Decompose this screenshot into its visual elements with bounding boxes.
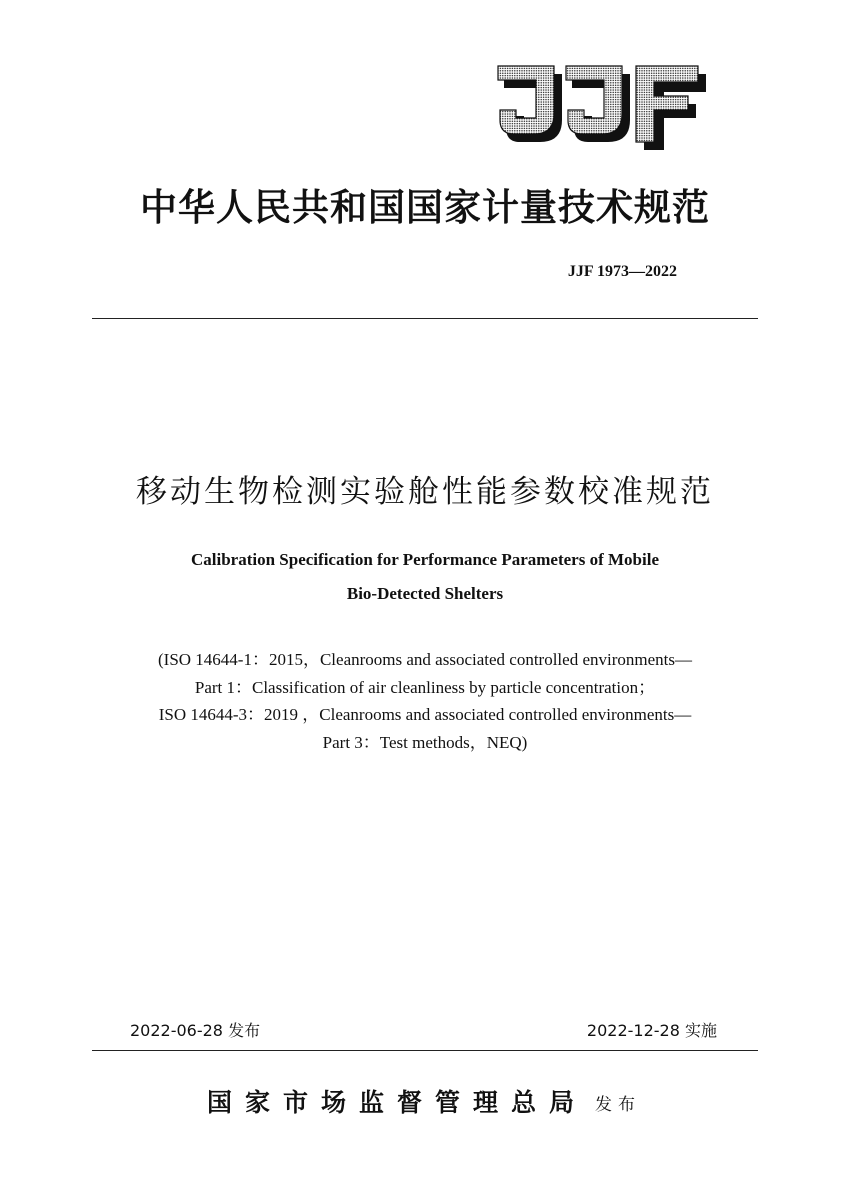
bottom-divider <box>92 1050 758 1051</box>
english-title-line-2: Bio-Detected Shelters <box>346 584 504 603</box>
jjf-logo <box>492 60 708 152</box>
reference-line: ISO 14644-3：2019 ，Cleanrooms and associated controlled environments— <box>158 705 692 724</box>
reference-standards <box>40 646 810 756</box>
standard-number: JJF 1973—2022 <box>567 263 677 280</box>
logo-letter-j2 <box>566 66 630 142</box>
reference-line: (ISO 14644-1：2015，Cleanrooms and associated controlled environments— <box>158 650 692 669</box>
implementation-date: 2022-12-28 实施 <box>586 1021 717 1040</box>
issuing-authority: 国家市场监督管理总局 <box>207 1088 588 1117</box>
logo-letter-f <box>636 66 706 150</box>
reference-line: Part 1：Classification of air cleanliness by particle concentration； <box>194 677 656 697</box>
standard-category-title: 中华人民共和国国家计量技术规范 <box>140 185 710 229</box>
english-title-line-1: Calibration Specification for Performance Parameters of Mobile <box>191 550 659 569</box>
reference-line: Part 3：Test methods，NEQ) <box>322 732 528 752</box>
logo-letter-j1 <box>498 66 562 142</box>
issue-date: 2022-06-28 发布 <box>130 1021 261 1040</box>
issuing-authority-suffix: 发布 <box>595 1095 641 1115</box>
chinese-title: 移动生物检测实验舱性能参数校准规范 <box>136 474 714 510</box>
top-divider <box>92 318 758 319</box>
